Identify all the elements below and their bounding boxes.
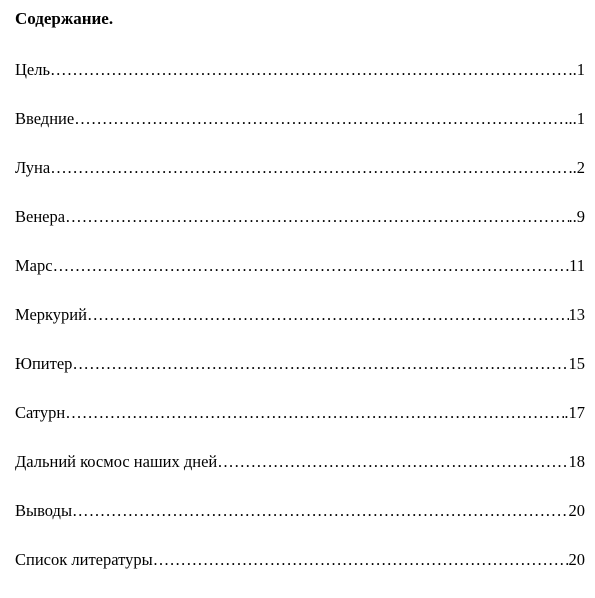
table-of-contents (15, 59, 585, 598)
toc-dot-leader (50, 157, 572, 179)
toc-entry-moon (15, 157, 585, 206)
toc-page-number: ...1 (564, 109, 585, 128)
toc-entry-title: Введние (15, 109, 75, 128)
toc-entry-title: Венера (15, 207, 66, 226)
toc-dot-leader (53, 255, 570, 277)
toc-dot-leader (65, 402, 564, 424)
toc-entry-title: Меркурий (15, 305, 87, 324)
toc-page-number: ..9 (568, 207, 585, 226)
toc-entry-title: Марс (15, 256, 53, 275)
toc-dot-leader (72, 353, 568, 375)
toc-entry-conclusions (15, 500, 585, 549)
toc-page-number: .2 (572, 158, 585, 177)
toc-entry-saturn (15, 402, 585, 451)
toc-entry-mars (15, 255, 585, 304)
toc-entry-jupiter (15, 353, 585, 402)
toc-entry-title: Цель (15, 60, 50, 79)
toc-entry-title: Сатурн (15, 403, 66, 422)
toc-page-number: 20 (568, 501, 585, 520)
toc-entry-title: Список литературы (15, 550, 153, 569)
toc-entry-introduction (15, 108, 585, 157)
toc-dot-leader (153, 549, 569, 571)
toc-page-number: 15 (568, 354, 585, 373)
toc-entry-goal (15, 59, 585, 108)
toc-page-number: .1 (572, 60, 585, 79)
toc-entry-title: Выводы (15, 501, 73, 520)
toc-entry-mercury (15, 304, 585, 353)
toc-dot-leader (217, 451, 568, 473)
toc-dot-leader (74, 108, 564, 130)
toc-dot-leader (72, 500, 568, 522)
toc-entry-title: Луна (15, 158, 51, 177)
toc-dot-leader (87, 304, 569, 326)
toc-entry-title: Юпитер (15, 354, 73, 373)
toc-dot-leader (50, 59, 573, 81)
toc-entry-deep-space (15, 451, 585, 500)
toc-entry-title: Дальний космос наших дней (15, 452, 218, 471)
toc-dot-leader (65, 206, 568, 228)
toc-page-number: 13 (568, 305, 585, 324)
toc-page-number: 11 (569, 256, 585, 275)
toc-entry-venus (15, 206, 585, 255)
toc-entry-references (15, 549, 585, 598)
toc-page-number: 20 (568, 550, 585, 569)
toc-page-number: 18 (568, 452, 585, 471)
toc-page-number: .17 (564, 403, 585, 422)
table-of-contents-heading: Содержание. (15, 9, 114, 28)
